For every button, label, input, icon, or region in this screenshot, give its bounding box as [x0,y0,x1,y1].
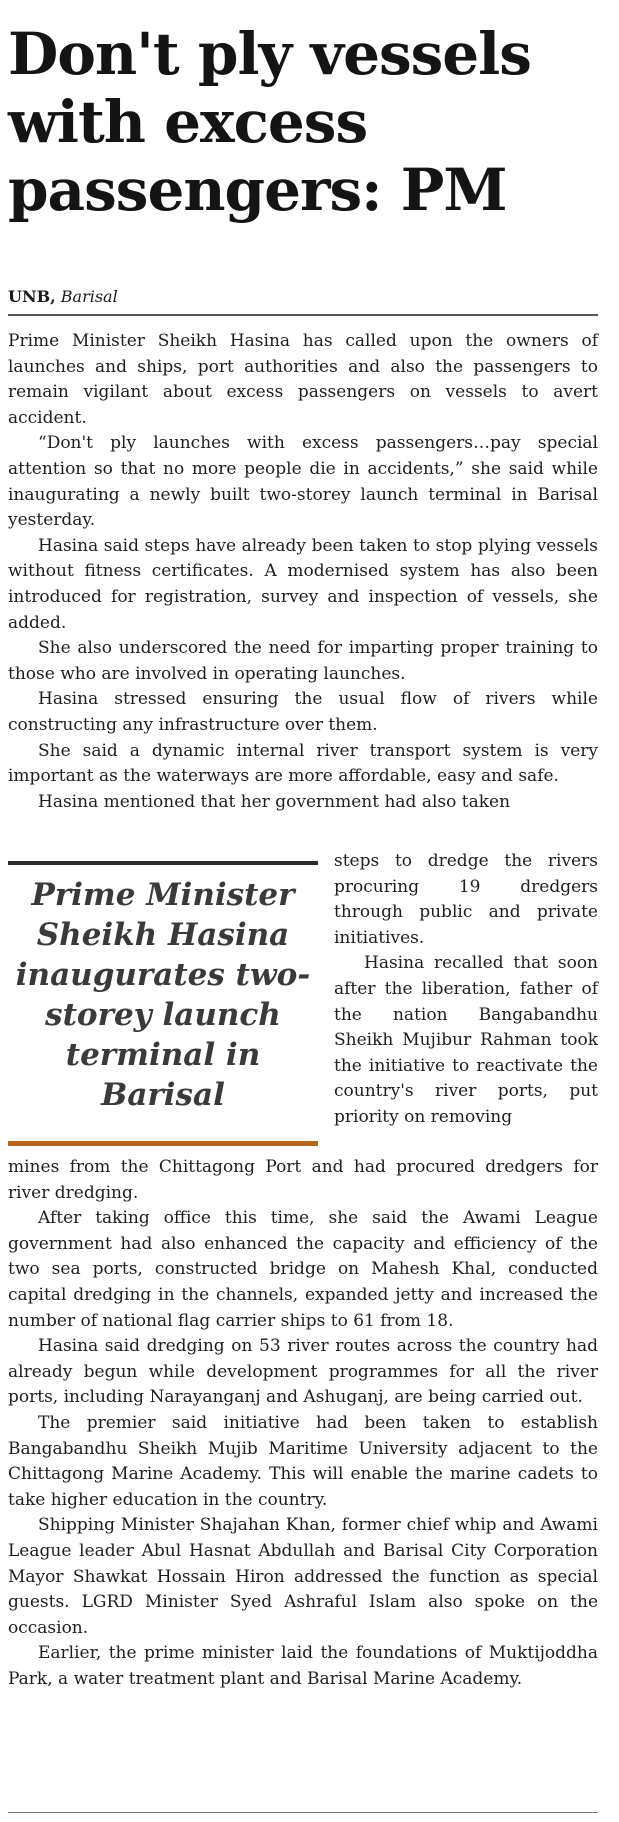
paragraph: Hasina said dredging on 53 river routes across the country had already begun while development programmes for all the river ports, including Narayanganj and Ashuganj, are being carried out. [8,1336,598,1408]
top-divider [8,314,598,316]
paragraph: “Don't ply launches with excess passengers…pay special attention so that no more people die in accidents,” she said while inaugurating a newly built two-storey launch terminal in Barisal yesterday. [8,433,598,531]
paragraph: Hasina recalled that soon after the liberation, father of the nation Bangabandhu Sheikh Mujibur Rahman took the initiative to reactivate the country's river ports, put priority on removing [334,953,598,1127]
article-body-side-column [334,849,598,1131]
paragraph: After taking office this time, she said the Awami League government had also enhanced the capacity and efficiency of the two sea ports, constructed bridge on Mahesh Khal, conducted capital dredging in the channels, expanded jetty and increased the number of national flag carrier ships to 61 from 18. [8,1208,598,1331]
pullquote-bottom-rule [8,1141,318,1146]
paragraph: Earlier, the prime minister laid the foundations of Muktijoddha Park, a water treatment plant and Barisal Marine Academy. [8,1643,598,1689]
paragraph: Hasina mentioned that her government had also taken [38,791,511,812]
paragraph: Prime Minister Sheikh Hasina has called upon the owners of launches and ships, port authorities and also the passengers to remain vigilant about excess passengers on vessels to avert accident. [8,331,598,428]
paragraph: mines from the Chittagong Port and had procured dredgers for river dredging. [8,1157,598,1203]
article-headline: Don't ply vessels with excess passengers: PM [8,20,531,224]
pullquote: Prime Minister Sheikh Hasina inaugurates two-storey launch terminal in Barisal [15,877,311,1113]
paragraph: Shipping Minister Shajahan Khan, former chief whip and Awami League leader Abul Hasnat Abdullah and Barisal City Corporation Mayor Shawkat Hossain Hiron addressed the function as special guests. LGRD Minister Syed Ashraful Islam also spoke on the occasion. [8,1515,598,1638]
paragraph: Hasina said steps have already been taken to stop plying vessels without fitness certificates. A modernised system has also been introduced for registration, survey and inspection of vessels, she added. [8,535,598,633]
article-body-top [8,329,598,815]
byline-location: Barisal [60,287,118,306]
paragraph: steps to dredge the rivers procuring 19 dredgers through public and private initiatives. [334,851,598,948]
paragraph: The premier said initiative had been taken to establish Bangabandhu Sheikh Mujib Maritime University adjacent to the Chittagong Marine Academy. This will enable the marine cadets to take higher education in the country. [8,1412,598,1510]
paragraph: She also underscored the need for imparting proper training to those who are involved in operating launches. [8,638,598,684]
byline-agency: UNB, [8,287,56,306]
pullquote-top-rule [8,861,318,865]
byline [8,287,118,307]
paragraph: Hasina stressed ensuring the usual flow of rivers while constructing any infrastructure over them. [8,689,598,735]
paragraph: She said a dynamic internal river transport system is very important as the waterways are more affordable, easy and safe. [8,740,598,787]
article-body-bottom [8,1155,598,1692]
bottom-divider [8,1812,598,1813]
